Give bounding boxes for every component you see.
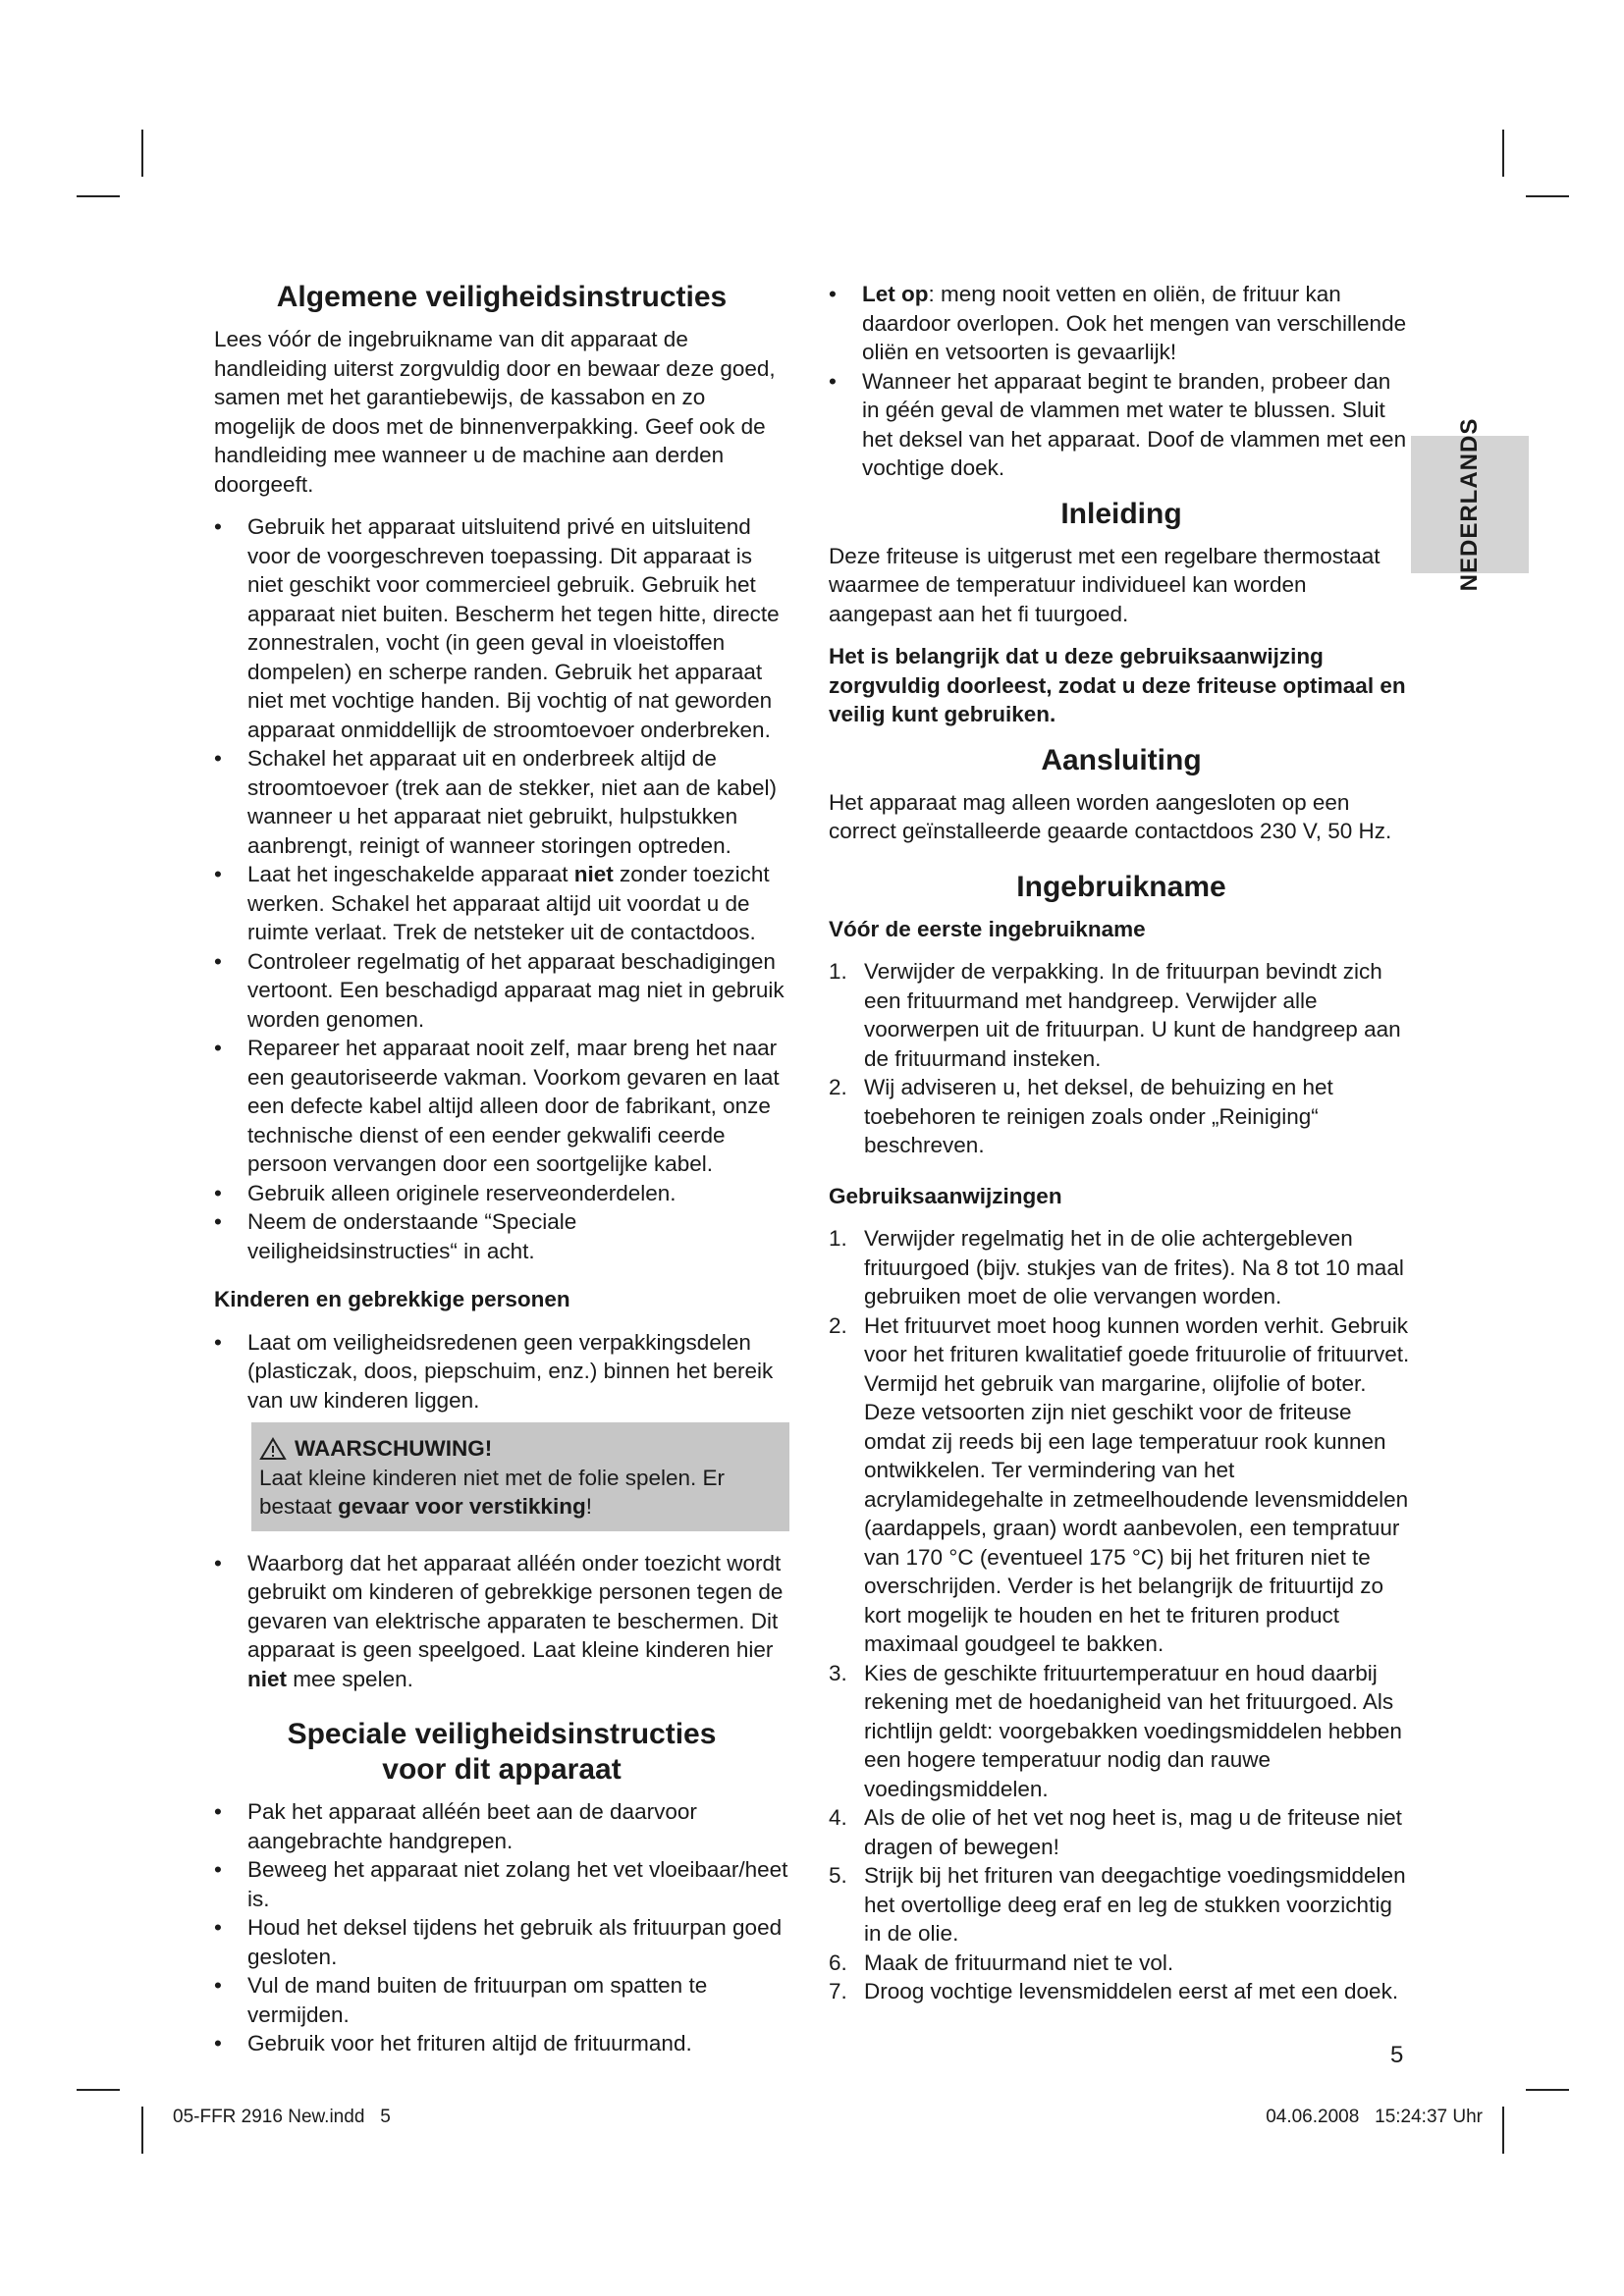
kids-list-2 <box>214 1549 789 1694</box>
crop-mark <box>141 2107 143 2154</box>
list-item <box>829 1861 1414 1949</box>
first-use-steps <box>829 957 1414 1160</box>
aansluiting-heading: Aansluiting <box>1041 743 1202 776</box>
step-text: Het frituurvet moet hoog kunnen worden verhit. Gebruik voor het frituren kwalitatief goede frituurolie of frituurvet. Vermijd het gebruik van margarine, olijfolie of boter. Deze vetsoorten zijn niet geschikt voor de friteuse omdat zij reeds bij een lage temperatuur rook kunnen ontwikkelen. Ter vermindering van het acrylamidegehalte in zetmeelhoudende levensmiddelen (aardappels, graan) wordt aanbevolen, een tempratuur van 170 °C (eventueel 175 °C) bij het frituren niet te overschrijden. Verder is het belangrijk de frituurtijd zo kort mogelijk te houden en het te frituren product maximaal goudgeel te bakken. <box>864 1312 1410 1656</box>
list-item: • Neem de onderstaande “Speciale veiligheidsinstructies“ in acht. <box>214 1207 789 1265</box>
step-text: Verwijder de verpakking. In de frituurpan bevindt zich een frituurmand met handgreep. Verwijder alle voorwerpen uit de frituurpan. U kunt de handgreep aan de frituurmand insteken. <box>864 959 1401 1071</box>
list-item <box>829 280 1414 367</box>
list-item: • Gebruik alleen originele reserveonderdelen. <box>214 1179 789 1208</box>
list-item <box>829 1803 1414 1861</box>
step-number: 3. <box>829 1660 847 1685</box>
list-item: • Wanneer het apparaat begint te branden, probeer dan in géén geval de vlammen met water te blussen. Sluit het deksel van het apparaat. Doof de vlammen met een vochtige doek. <box>829 367 1414 483</box>
warning-title-row <box>259 1434 782 1464</box>
general-safety-heading: Algemene veiligheidsinstructies <box>276 281 728 313</box>
right-column <box>829 280 1414 2020</box>
warning-text <box>259 1464 782 1522</box>
crop-mark <box>77 195 120 197</box>
list-item-text: mee spelen. <box>287 1666 413 1691</box>
list-item: • Gebruik het apparaat uitsluitend privé en uitsluitend voor de voorgeschreven toepassing. Dit apparaat is niet geschikt voor commercieel gebruik. Gebruik het apparaat niet buiten. Bescherm het tegen hitte, directe zonnestralen, vocht (in geen geval in vloeistoffen dompelen) en scherpe randen. Gebruik het apparaat niet met vochtige handen. Bij vochtig of nat geworden apparaat onmiddellijk de stroomtoevoer onderbreken. <box>214 512 789 744</box>
list-item <box>829 1977 1414 2006</box>
left-column <box>214 280 789 2072</box>
warning-end: ! <box>585 1494 592 1519</box>
step-number: 1. <box>829 959 847 984</box>
step-number: 2. <box>829 1075 847 1099</box>
language-tab <box>1411 417 1529 592</box>
inleiding-heading: Inleiding <box>1060 497 1182 530</box>
list-item: • Houd het deksel tijdens het gebruik als frituurpan goed gesloten. <box>214 1913 789 1971</box>
step-text: Strijk bij het frituren van deegachtige voedingsmiddelen het overtollige deeg eraf en leg de stukken voorzichtig in de olie. <box>864 1863 1406 1946</box>
special-safety-heading <box>214 1717 789 1788</box>
list-item <box>829 1659 1414 1804</box>
general-safety-list <box>214 512 789 1265</box>
step-text: Maak de frituurmand niet te vol. <box>864 1949 1174 1975</box>
list-item: • Laat om veiligheidsredenen geen verpakkingsdelen (plasticzak, doos, piepschuim, enz.) binnen het bereik van uw kinderen liggen. <box>214 1328 789 1415</box>
kids-list <box>214 1328 789 1415</box>
crop-mark <box>1526 2089 1569 2091</box>
step-text: Kies de geschikte frituurtemperatuur en houd daarbij rekening met de hoedanigheid van het frituurgoed. Als richtlijn geldt: voorgebakken voedingsmiddelen hebben een hogere temperatuur nodig dan rauwe voedingsmiddelen. <box>864 1660 1402 1801</box>
special-safety-list <box>214 1797 789 2058</box>
list-item-text: Waarborg dat het apparaat alléén onder toezicht wordt gebruikt om kinderen of gebrekkige personen tegen de gevaren van elektrische apparaten te beschermen. Dit apparaat is geen speelgoed. Laat kleine kinderen hier <box>247 1550 784 1662</box>
list-item: • Beweeg het apparaat niet zolang het vet vloeibaar/heet is. <box>214 1855 789 1913</box>
list-item: • Repareer het apparaat nooit zelf, maar breng het naar een geautoriseerde vakman. Voorkom gevaren en laat een defecte kabel altijd alleen door de fabrikant, onze technische dienst of een eender gekwalifi ceerde persoon vervangen door een soortgelijke kabel. <box>214 1034 789 1179</box>
kids-heading: Kinderen en gebrekkige personen <box>214 1287 570 1311</box>
list-item: • Controleer regelmatig of het apparaat beschadigingen vertoont. Een beschadigd apparaat mag niet in gebruik worden genomen. <box>214 947 789 1035</box>
list-item <box>829 1073 1414 1160</box>
crop-mark <box>77 2089 120 2091</box>
list-item <box>214 1549 789 1694</box>
step-number: 4. <box>829 1805 847 1830</box>
aansluiting-paragraph: Het apparaat mag alleen worden aangesloten op een correct geïnstalleerde geaarde contactdoos 230 V, 50 Hz. <box>829 789 1392 843</box>
ingebruikname-heading: Ingebruikname <box>1016 870 1226 903</box>
crop-mark <box>1502 2107 1504 2154</box>
warning-box <box>251 1422 789 1531</box>
step-text: Wij adviseren u, het deksel, de behuizing en het toebehoren te reinigen zoals onder „Reiniging“ beschreven. <box>864 1075 1333 1157</box>
list-item-emphasis: niet <box>247 1666 288 1691</box>
language-tab-label: NEDERLANDS <box>1456 417 1483 592</box>
inleiding-bold-paragraph: Het is belangrijk dat u deze gebruiksaanwijzing zorgvuldig doorleest, zodat u deze friteuse optimaal en veilig kunt gebruiken. <box>829 644 1406 726</box>
warning-title: WAARSCHUWING! <box>295 1436 493 1461</box>
list-item-emphasis: Let op <box>862 282 929 306</box>
list-item <box>829 1224 1414 1311</box>
list-item: • Pak het apparaat alléén beet aan de daarvoor aangebrachte handgrepen. <box>214 1797 789 1855</box>
footer-file-info: 05-FFR 2916 New.indd 5 <box>173 2107 391 2127</box>
step-number: 1. <box>829 1226 847 1251</box>
inleiding-paragraph: Deze friteuse is uitgerust met een regelbare thermostaat waarmee de temperatuur individueel kan worden aangepast aan het fi tuurgoed. <box>829 543 1380 626</box>
step-text: Als de olie of het vet nog heet is, mag u de friteuse niet dragen of bewegen! <box>864 1805 1402 1859</box>
list-item-text: : meng nooit vetten en oliën, de frituur kan daardoor overlopen. Ook het mengen van verschillende oliën en vetsoorten is gevaarlijk! <box>862 282 1407 364</box>
list-item-text: Laat het ingeschakelde apparaat <box>247 862 574 886</box>
list-item <box>214 860 789 947</box>
list-item-emphasis: niet <box>573 862 614 886</box>
crop-mark <box>1502 130 1504 177</box>
footer-timestamp: 04.06.2008 15:24:37 Uhr <box>1266 2107 1483 2127</box>
list-item <box>829 1949 1414 1978</box>
warning-body: Laat kleine kinderen niet met de folie spelen. Er bestaat <box>259 1465 726 1519</box>
list-item <box>829 957 1414 1073</box>
step-text: Verwijder regelmatig het in de olie achtergebleven frituurgoed (bijv. stukjes van de frites). Na 8 tot 10 maal gebruiken moet de olie vervangen worden. <box>864 1226 1404 1308</box>
step-number: 6. <box>829 1949 847 1975</box>
list-item: • Vul de mand buiten de frituurpan om spatten te vermijden. <box>214 1971 789 2029</box>
warning-emphasis: gevaar voor verstikking <box>338 1494 586 1519</box>
page-number: 5 <box>1390 2042 1404 2068</box>
special-safety-list-continued <box>829 280 1414 483</box>
special-safety-heading-line2: voor dit apparaat <box>382 1753 622 1786</box>
step-number: 2. <box>829 1312 847 1338</box>
list-item: • Schakel het apparaat uit en onderbreek altijd de stroomtoevoer (trek aan de stekker, niet aan de kabel) wanneer u het apparaat niet gebruikt, hulpstukken aanbrengt, reinigt of wanneer storingen optreden. <box>214 744 789 860</box>
step-number: 7. <box>829 1979 847 2003</box>
warning-triangle-icon <box>259 1437 287 1461</box>
list-item-text: zonder toezicht werken. Schakel het apparaat altijd uit voordat u de ruimte verlaat. Trek de netsteker uit de contactdoos. <box>247 862 770 944</box>
step-text: Droog vochtige levensmiddelen eerst af met een doek. <box>864 1979 1399 2003</box>
usage-heading: Gebruiksaanwijzingen <box>829 1183 1062 1208</box>
list-item: • Gebruik voor het frituren altijd de frituurmand. <box>214 2029 789 2058</box>
step-number: 5. <box>829 1863 847 1888</box>
special-safety-heading-line1: Speciale veiligheidsinstructies <box>287 1718 717 1750</box>
usage-steps <box>829 1224 1414 2006</box>
crop-mark <box>141 130 143 177</box>
first-use-heading: Vóór de eerste ingebruikname <box>829 916 1146 941</box>
crop-mark <box>1526 195 1569 197</box>
intro-paragraph: Lees vóór de ingebruikname van dit apparaat de handleiding uiterst zorgvuldig door en bewaar deze goed, samen met het garantiebewijs, de kassabon en zo mogelijk de doos met de binnenverpakking. Geef ook de handleiding mee wanneer u de machine aan derden doorgeeft. <box>214 327 776 497</box>
list-item <box>829 1311 1414 1659</box>
